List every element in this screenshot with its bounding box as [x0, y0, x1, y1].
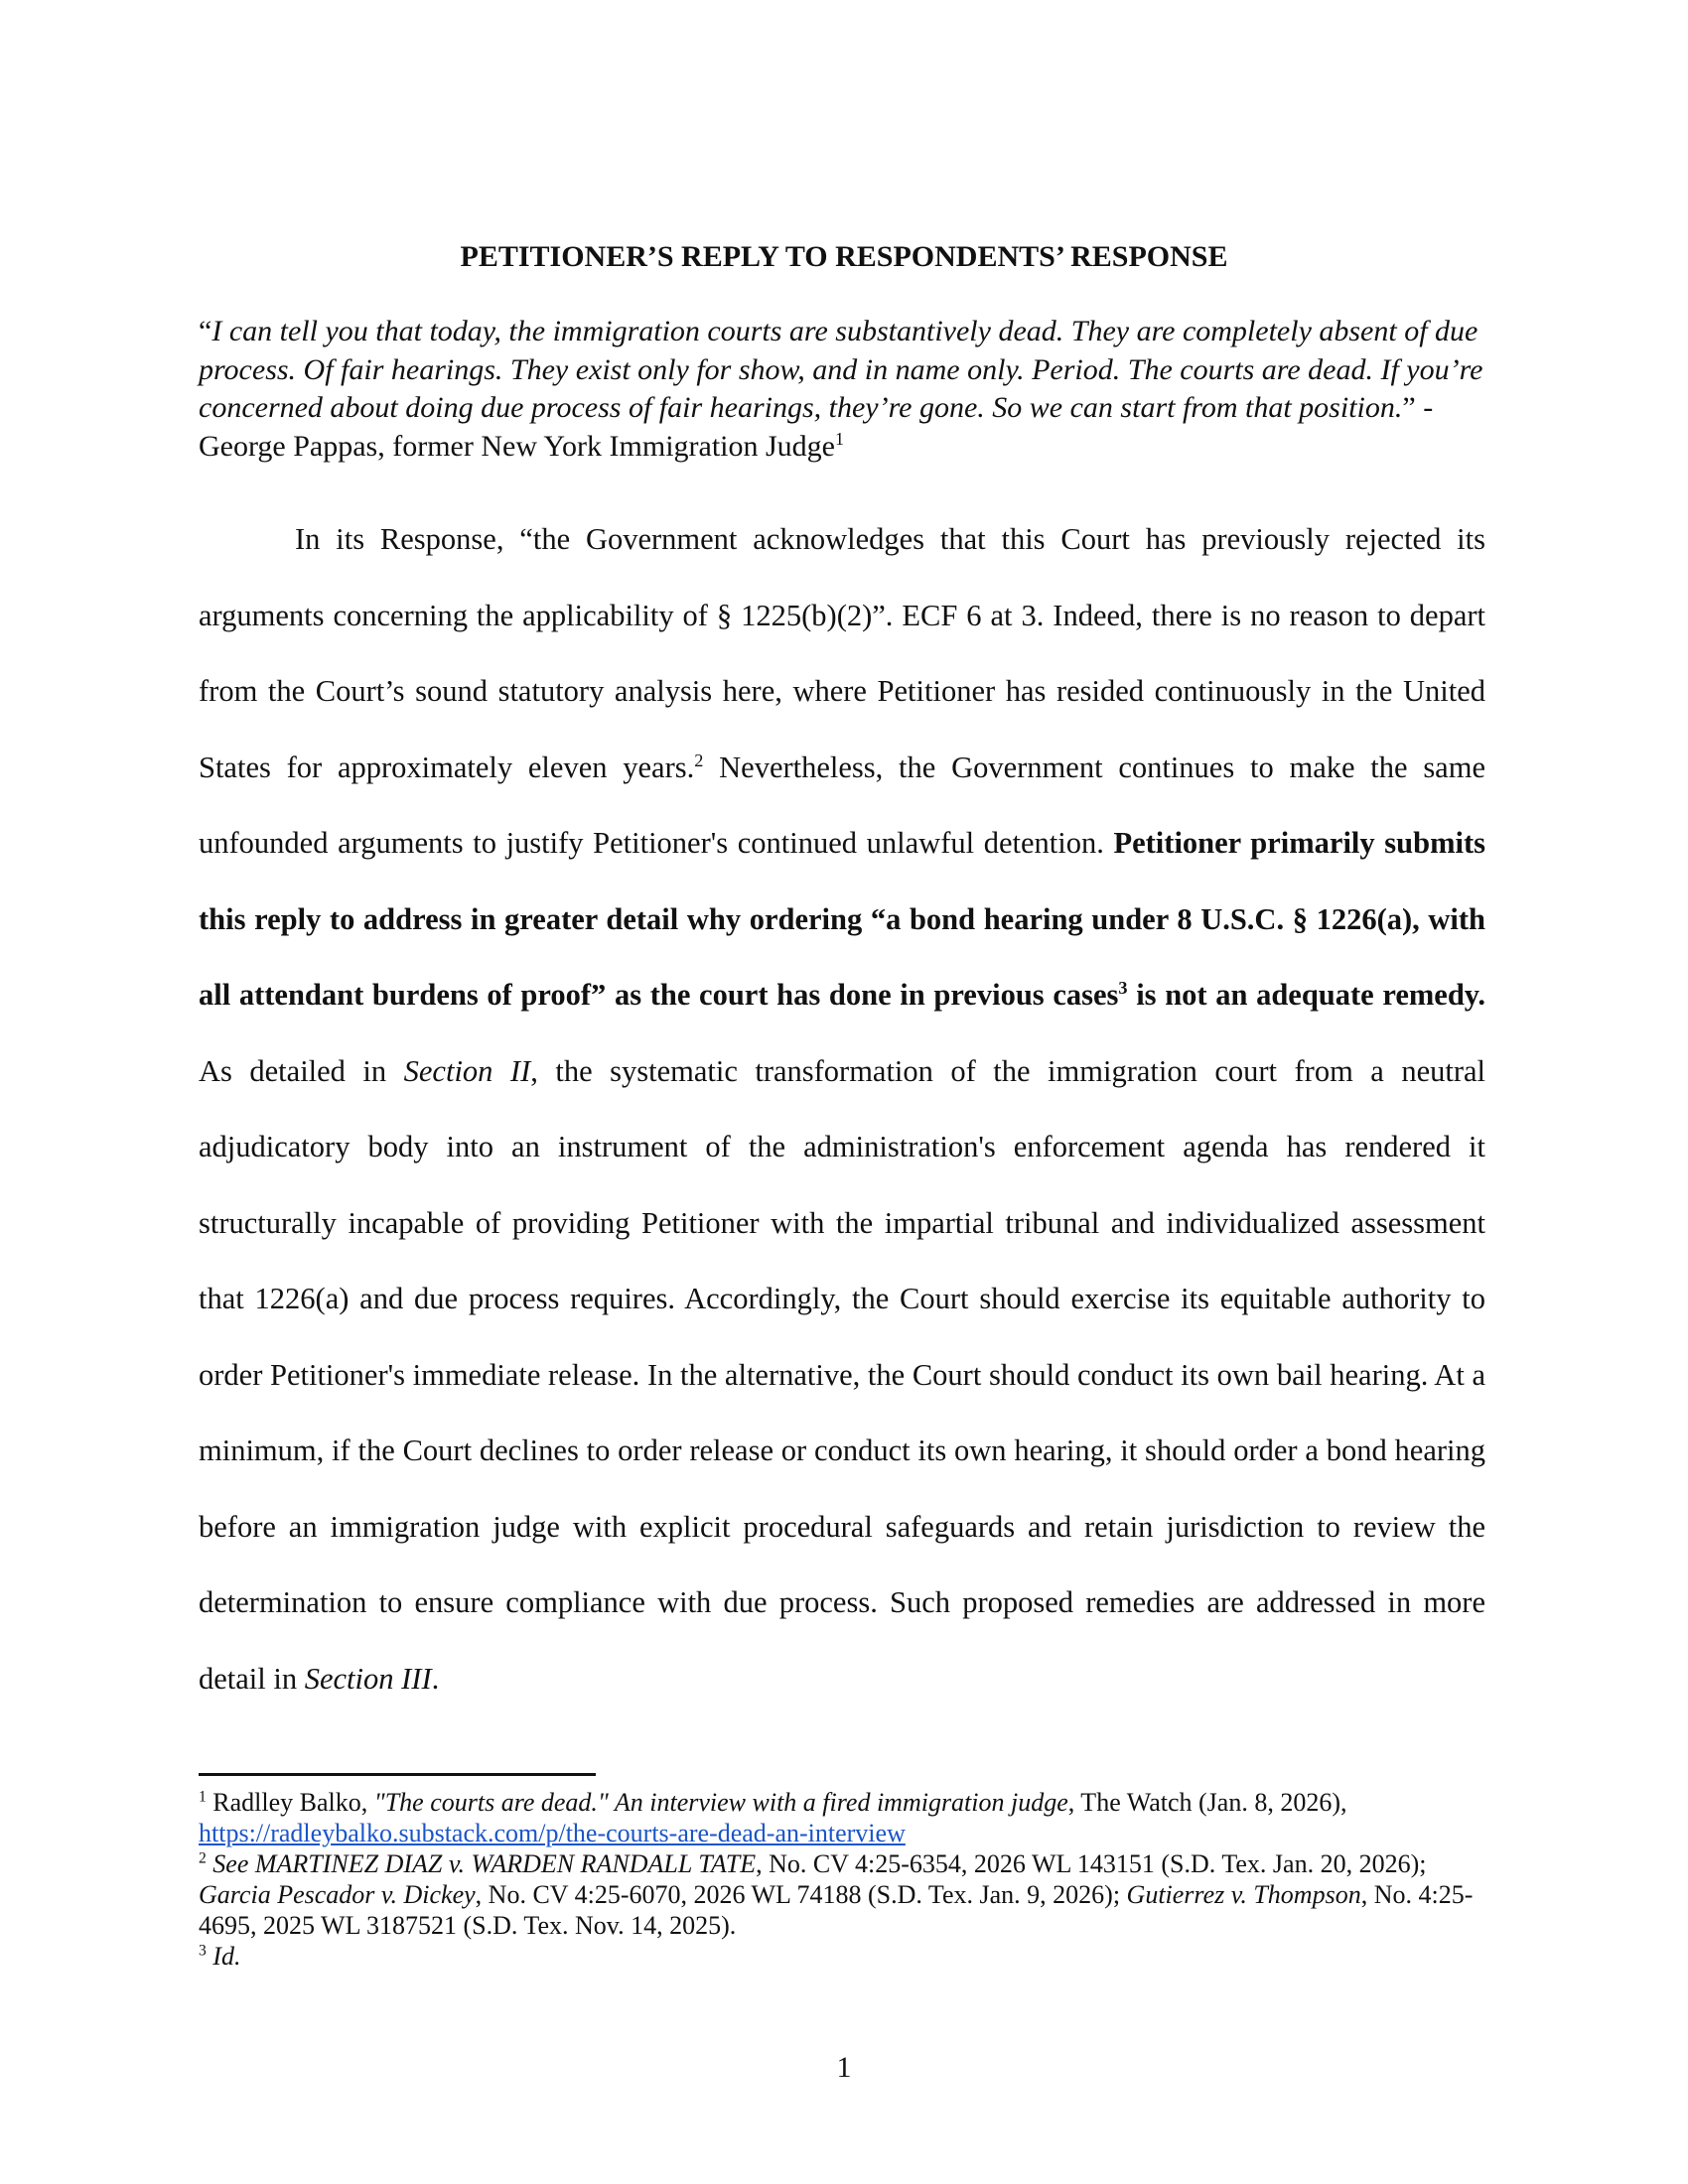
document-title: PETITIONER’S REPLY TO RESPONDENTS’ RESPONSE: [460, 240, 1228, 273]
body-text-4: , the systematic transformation of the immigration court from a neutral adjudicatory body into an instrument of the administration's enforcement agenda has rendered it structurally incapable of providing Petitioner with the impartial tribunal and individualized assessment that 1226(a) and due process requires. Accordingly, the Court should exercise its equitable authority to order Petitioner's immediate release. In the alternative, the Court should conduct its own bail hearing. At a minimum, if the Court declines to order release or conduct its own hearing, it should order a bond hearing before an immigration judge with explicit procedural safeguards and retain jurisdiction to review the determination to ensure compliance with due process. Such proposed remedies are addressed in more detail in: [199, 1053, 1485, 1696]
footnote-3-number: 3: [199, 1942, 207, 1960]
epigraph-open-quote: “: [199, 315, 212, 347]
footnote-2-cite-1: , No. CV 4:25-6354, 2026 WL 143151 (S.D. Tex. Jan. 20, 2026);: [756, 1849, 1427, 1878]
section-ii-ref: Section II: [403, 1053, 531, 1088]
footnote-2-case-2: Garcia Pescador v. Dickey: [199, 1880, 476, 1909]
body-text-5: .: [431, 1661, 440, 1696]
footnote-ref-1: 1: [835, 428, 845, 449]
body-text-1: In its Response, “the Government acknowledges that this Court has previously rejected its arguments concerning the applicability of § 1225(b)(2)”. ECF 6 at 3. Indeed, there is no reason to depart from the Court’s sound statutory analysis here, where Petitioner has resided continuously in the United States for approximately eleven years.: [199, 522, 1485, 784]
footnote-2-cite-2: , No. CV 4:25-6070, 2026 WL 74188 (S.D. Tex. Jan. 9, 2026);: [475, 1880, 1127, 1909]
footnote-1-link[interactable]: https://radleybalko.substack.com/p/the-courts-are-dead-an-interview: [199, 1819, 906, 1847]
body-text-2: Nevertheless, the Government continues to make the same unfounded arguments to justify Petitioner's continued unlawful detention.: [199, 750, 1485, 860]
footnote-1-source: , The Watch (Jan. 8, 2026),: [1067, 1788, 1347, 1817]
section-iii-ref: Section III: [304, 1661, 432, 1696]
epigraph-quote: I can tell you that today, the immigration courts are substantively dead. They are completely absent of due process. Of fair hearings. They exist only for show, and in name only. Period. The courts are dead. If you’re concerned about doing due process of fair hearings, they’re gone. So we can start from that position.: [199, 315, 1483, 424]
footnote-2: [199, 1848, 1489, 1941]
footnote-1-title: "The courts are dead." An interview with a fired immigration judge: [373, 1788, 1068, 1817]
footnote-3: [199, 1941, 1489, 1972]
body-text-3: As detailed in: [199, 1053, 404, 1088]
footnote-ref-2: 2: [694, 750, 704, 770]
footnote-2-number: 2: [199, 1849, 207, 1867]
footnotes: [199, 1787, 1489, 1972]
body-bold-2: is not an adequate remedy.: [1127, 978, 1485, 1012]
footnote-2-case-3: Gutierrez v. Thompson: [1126, 1880, 1361, 1909]
footnote-2-cite-3: , No. 4:25-4695, 2025 WL 3187521 (S.D. Tex. Nov. 14, 2025).: [199, 1880, 1474, 1940]
footnote-1-number: 1: [199, 1788, 207, 1806]
body-paragraph: [199, 501, 1485, 1716]
page-number: 1: [836, 2051, 852, 2084]
epigraph-attribution: - George Pappas, former New York Immigration Judge: [199, 391, 1434, 463]
body-bold-1: Petitioner primarily submits this reply to address in greater detail why ordering “a bond hearing under 8 U.S.C. § 1226(a), with all attendant burdens of proof” as the court has done in previous cases: [199, 826, 1485, 1012]
footnote-ref-3: 3: [1118, 978, 1128, 999]
epigraph-close-quote: ”: [1402, 391, 1416, 424]
footnote-divider: [199, 1773, 596, 1776]
footnote-2-case-1: See MARTINEZ DIAZ v. WARDEN RANDALL TATE: [206, 1849, 757, 1878]
footnote-3-text: Id.: [206, 1942, 241, 1971]
footnote-1: [199, 1787, 1489, 1848]
epigraph: [199, 313, 1489, 466]
footnote-1-author: Radlley Balko,: [206, 1788, 374, 1817]
